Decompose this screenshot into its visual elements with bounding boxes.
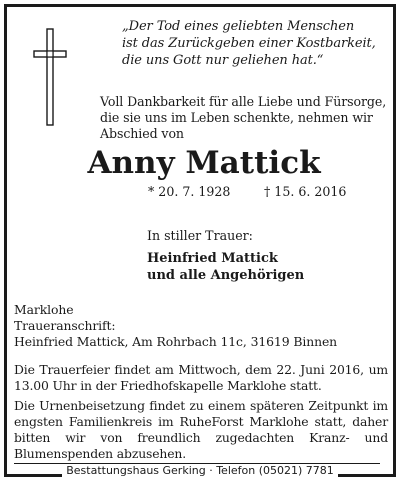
deceased-name: Anny Mattick	[87, 145, 321, 181]
quote-line: die uns Gott nur geliehen hat.“	[122, 53, 324, 68]
intro-line: die sie uns im Leben schenkte, nehmen wir	[100, 110, 373, 125]
intro-text	[100, 94, 390, 142]
undertaker-contact: Bestattungshaus Gerking · Telefon (05021) 7781	[62, 464, 338, 477]
quote-line: „Der Tod eines geliebten Menschen	[122, 19, 355, 34]
intro-line: Abschied von	[100, 126, 184, 141]
address-line: Marklohe	[14, 302, 74, 317]
intro-line: Voll Dankbarkeit für alle Liebe und Fürsorge,	[100, 94, 387, 109]
mourning-label: In stiller Trauer:	[147, 228, 253, 243]
funeral-service-notice: Die Trauerfeier findet am Mittwoch, dem 22. Juni 2016, um 13.00 Uhr in der Friedhofskapelle Marklohe statt.	[14, 362, 388, 393]
mourners-list	[147, 250, 304, 284]
address-line: Heinfried Mattick, Am Rohrbach 11c, 31619 Binnen	[14, 334, 338, 349]
cross-icon	[33, 28, 67, 130]
mourning-address	[14, 302, 389, 350]
death-date: † 15. 6. 2016	[264, 184, 347, 199]
quote-line: ist das Zurückgeben einer Kostbarkeit,	[122, 36, 376, 51]
mourner-line: Heinfried Mattick	[147, 251, 278, 266]
address-line: Traueranschrift:	[14, 318, 116, 333]
memorial-quote	[122, 18, 377, 69]
urn-burial-notice: Die Urnenbeisetzung findet zu einem späteren Zeitpunkt im engsten Familienkreis im RuheForst Marklohe statt, daher bitten wir von freundlich zugedachten Kranz- und Blumenspenden abzusehen.	[14, 398, 388, 461]
undertaker-footer	[0, 464, 400, 478]
mourner-line: und alle Angehörigen	[147, 268, 305, 283]
birth-date: * 20. 7. 1928	[148, 184, 231, 199]
